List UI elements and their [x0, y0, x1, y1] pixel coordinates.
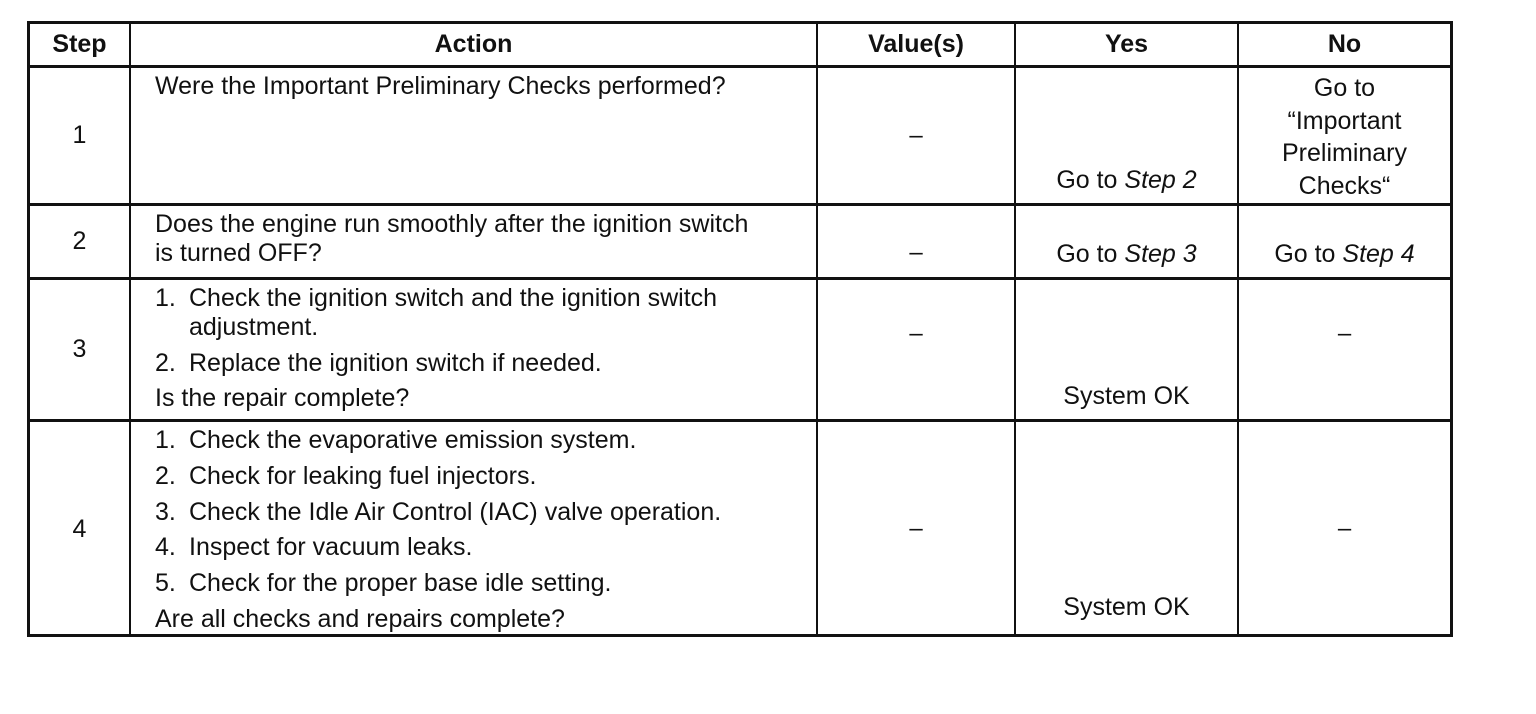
action-question: Were the Important Preliminary Checks performed? — [155, 72, 726, 100]
action-list — [155, 284, 806, 377]
no-goto — [1274, 240, 1414, 269]
item-number: 3. — [155, 497, 176, 526]
list-item — [155, 349, 806, 378]
item-number: 5. — [155, 569, 176, 597]
step-ref: Step 2 — [1124, 166, 1197, 195]
yes-cell — [1016, 280, 1239, 422]
value-cell — [818, 422, 1016, 636]
action-cell — [131, 206, 818, 280]
yes-cell — [1016, 422, 1239, 636]
no-cell — [1239, 422, 1450, 636]
no-cell — [1239, 206, 1450, 280]
item-text: Check for leaking fuel injectors. — [189, 461, 537, 490]
list-item — [155, 533, 806, 562]
header-no: No — [1239, 24, 1450, 68]
item-text: Check the ignition switch and the ignition switch adjustment. — [189, 284, 718, 341]
header-action: Action — [131, 24, 818, 68]
step-number: 1 — [30, 68, 131, 206]
yes-result: System OK — [1063, 382, 1190, 411]
step-number: 4 — [30, 422, 131, 636]
no-dash: – — [1337, 320, 1352, 347]
item-text: Replace the ignition switch if needed. — [189, 348, 602, 377]
step-number: 3 — [30, 280, 131, 422]
step-ref: Step 4 — [1342, 240, 1415, 269]
value-dash: – — [909, 121, 923, 149]
item-number: 1. — [155, 426, 176, 454]
no-goto: Go to “Important Preliminary Checks“ — [1281, 74, 1408, 200]
value-dash: – — [909, 239, 923, 267]
step-ref: Step 3 — [1124, 240, 1197, 269]
action-cell — [131, 68, 818, 206]
goto-prefix: Go to — [1274, 240, 1343, 269]
action-cell — [131, 422, 818, 636]
value-cell — [818, 206, 1016, 280]
yes-goto — [1056, 166, 1196, 195]
yes-result: System OK — [1063, 593, 1190, 622]
item-text: Inspect for vacuum leaks. — [189, 533, 473, 562]
value-cell — [818, 280, 1016, 422]
list-item — [155, 498, 806, 527]
action-question: Does the engine run smoothly after the ignition switch is turned OFF? — [155, 210, 749, 267]
yes-goto — [1056, 240, 1196, 269]
header-values: Value(s) — [818, 24, 1016, 68]
header-step: Step — [30, 24, 131, 68]
yes-cell — [1016, 68, 1239, 206]
item-number: 1. — [155, 284, 176, 312]
item-text: Check the Idle Air Control (IAC) valve operation. — [189, 497, 722, 526]
diagnostic-table — [27, 21, 1453, 637]
action-question: Is the repair complete? — [155, 384, 410, 413]
list-item — [155, 426, 806, 455]
header-yes: Yes — [1016, 24, 1239, 68]
action-cell — [131, 280, 818, 422]
yes-cell — [1016, 206, 1239, 280]
goto-prefix: Go to — [1056, 240, 1125, 269]
item-text: Check for the proper base idle setting. — [189, 569, 612, 597]
list-item — [155, 284, 806, 342]
value-cell — [818, 68, 1016, 206]
step-number: 2 — [30, 206, 131, 280]
action-list — [155, 426, 806, 598]
list-item — [155, 462, 806, 491]
item-number: 4. — [155, 533, 176, 562]
action-question: Are all checks and repairs complete? — [155, 604, 565, 633]
list-item — [155, 569, 806, 598]
item-number: 2. — [155, 461, 176, 490]
no-cell — [1239, 280, 1450, 422]
no-cell — [1239, 68, 1450, 206]
no-dash: – — [1337, 515, 1352, 543]
item-text: Check the evaporative emission system. — [189, 426, 637, 454]
item-number: 2. — [155, 348, 176, 377]
value-dash: – — [909, 320, 923, 347]
value-dash: – — [909, 515, 923, 543]
goto-prefix: Go to — [1056, 166, 1125, 195]
